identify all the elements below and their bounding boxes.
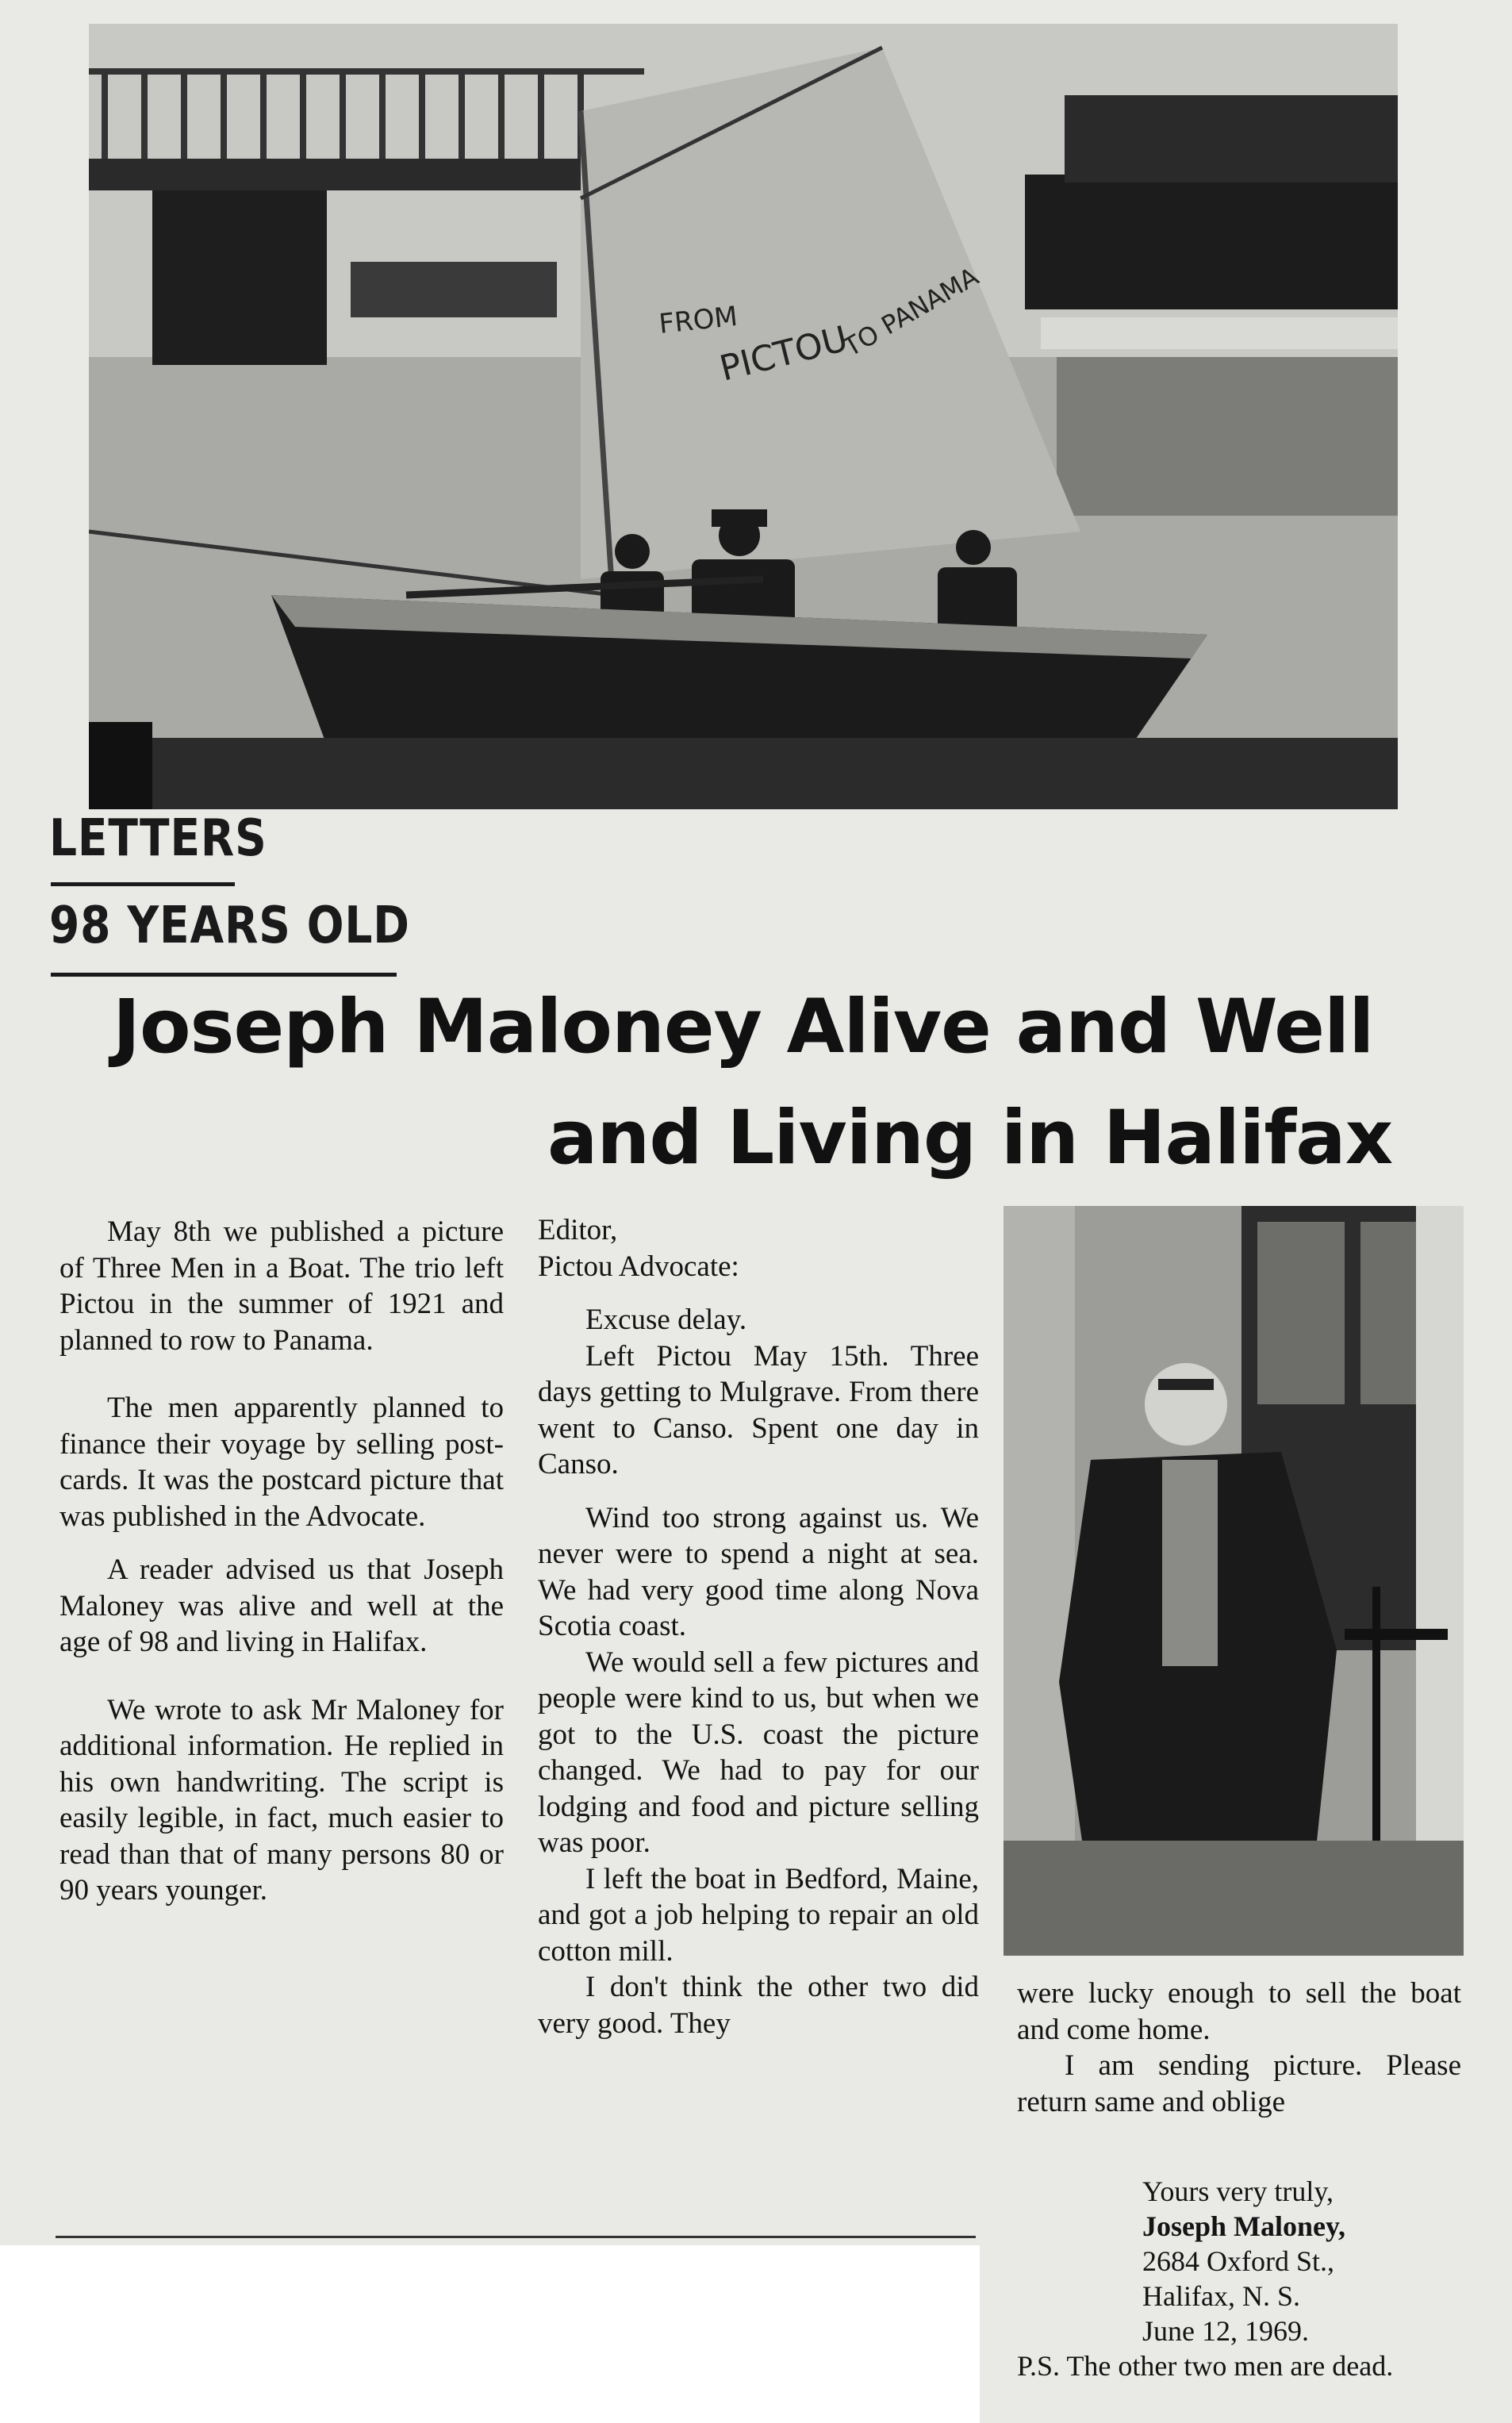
postscript: P.S. The other two men are dead. <box>1017 2350 1394 2382</box>
portrait-photograph <box>1004 1206 1464 1956</box>
paragraph-postcards: The men apparently planned to finance their voyage by selling post-cards. It was the postcard picture that was published in the Advocate. <box>59 1392 504 1533</box>
boat-photograph <box>89 24 1398 809</box>
section-label: LETTERS <box>49 809 267 868</box>
signature-block <box>1142 2174 1491 2348</box>
letter-paragraph-5: I left the boat in Bedford, Maine, and got a job helping to repair an old cotton mill. <box>538 1862 979 1968</box>
sail-text-from: FROM <box>657 300 739 340</box>
subsection-label: 98 YEARS OLD <box>49 897 410 955</box>
article-column-2 <box>538 1212 979 2041</box>
article-column-1 <box>59 1214 504 1909</box>
sail-text-panama: TO PANAMA <box>839 261 984 363</box>
letter-paragraph-1: Excuse delay. <box>585 1304 747 1336</box>
headline-line-2: and Living in Halifax <box>547 1095 1393 1181</box>
letter-paragraph-3: Wind too strong against us. We never were to spend a night at sea. We had very good time along Nova Scotia coast. <box>538 1501 979 1642</box>
signature-address-street: 2684 Oxford St., <box>1142 2245 1334 2277</box>
article-column-3 <box>1017 1976 1461 2120</box>
letter-salutation-editor: Editor, <box>538 1214 618 1246</box>
kicker-rule-2 <box>51 973 397 977</box>
kicker-rule-1 <box>51 882 235 886</box>
letter-salutation-paper: Pictou Advocate: <box>538 1250 739 1283</box>
signature-address-city: Halifax, N. S. <box>1142 2280 1300 2312</box>
paragraph-reply: We wrote to ask Mr Maloney for additional information. He replied in his own handwriting. The script is easily legible, in fact, much easier to read than that of many persons 80 or 90 years younger. <box>59 1693 504 1907</box>
signature-date: June 12, 1969. <box>1142 2315 1309 2347</box>
column-bottom-rule <box>56 2236 976 2238</box>
letter-paragraph-8: I am sending picture. Please return same and oblige <box>1017 2049 1461 2118</box>
paragraph-intro: May 8th we published a picture of Three Men in a Boat. The trio left Pictou in the summer of 1921 and planned to row to Panama. <box>59 1215 504 1357</box>
letter-paragraph-2: Left Pictou May 15th. Three days getting to Mulgrave. From there went to Canso. Spent one day in Canso. <box>538 1339 979 1480</box>
signature-name: Joseph Maloney, <box>1142 2210 1346 2242</box>
letter-paragraph-7: were lucky enough to sell the boat and come home. <box>1017 1977 1461 2046</box>
letter-paragraph-6: I don't think the other two did very good. They <box>538 1971 979 2040</box>
headline-line-1: Joseph Maloney Alive and Well <box>113 984 1374 1070</box>
paragraph-reader: A reader advised us that Joseph Maloney was alive and well at the age of 98 and living in Halifax. <box>59 1553 504 1658</box>
signature-closing: Yours very truly, <box>1142 2175 1334 2207</box>
sail-text-pictou: PICTOU <box>716 318 852 390</box>
letter-paragraph-4: We would sell a few pictures and people were kind to us, but when we got to the U.S. coast the picture changed. We had to pay for our lodging and food and picture selling was poor. <box>538 1645 979 1859</box>
